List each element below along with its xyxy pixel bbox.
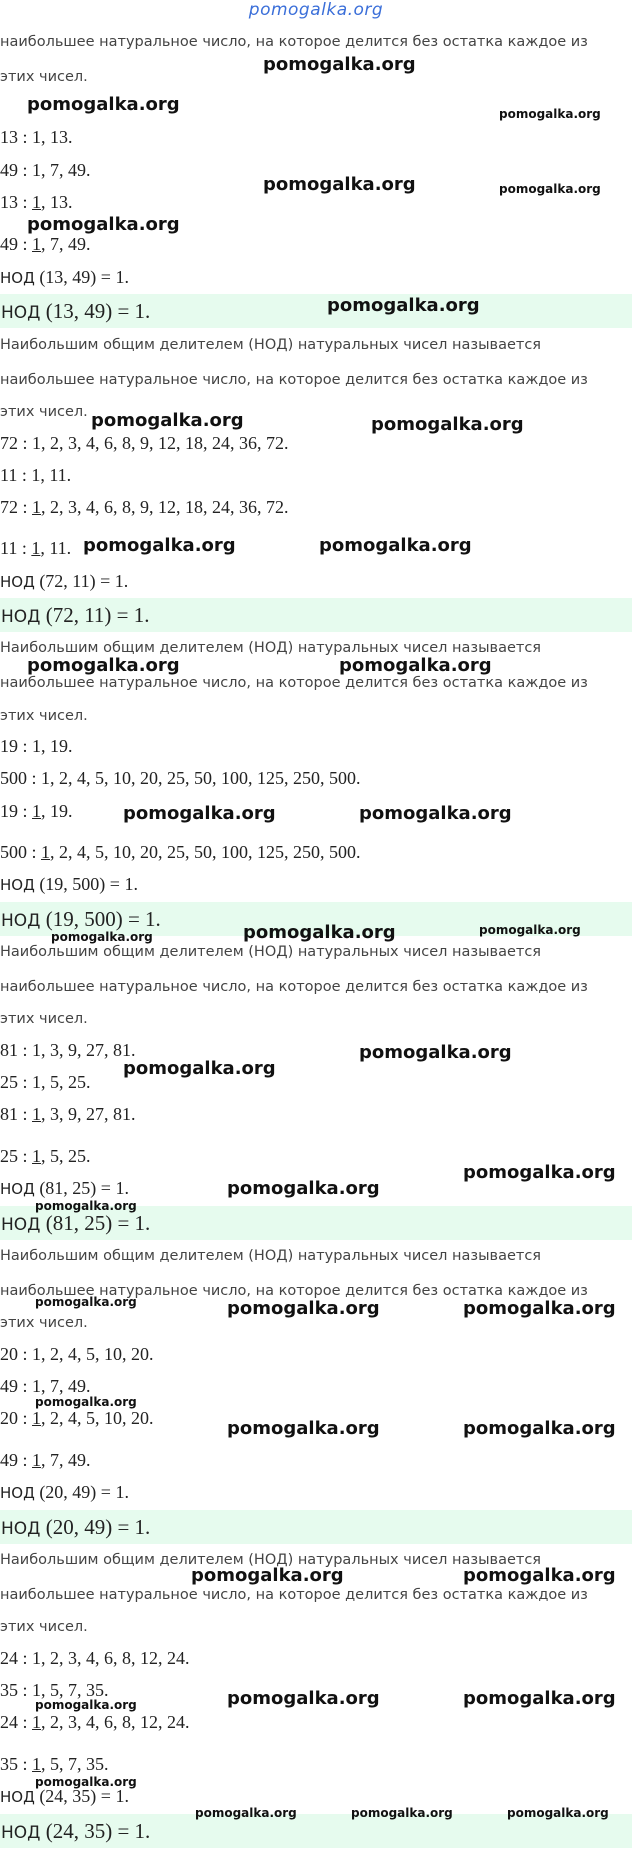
gcd-statement: НОД (81, 25) = 1.	[0, 1178, 129, 1198]
watermark: pomogalka.org	[243, 922, 396, 943]
divisors-line-3: 20 : 1, 2, 4, 5, 10, 20.	[0, 1408, 154, 1428]
gcd-answer-box: НОД (72, 11) = 1.	[0, 598, 632, 632]
common-divisor: 1	[32, 192, 42, 212]
watermark: pomogalka.org	[35, 1295, 137, 1309]
divisors-line-2: 25 : 1, 5, 25.	[0, 1072, 91, 1092]
definition-line-2: наибольшее натуральное число, на которое делится без остатка каждое из	[0, 34, 588, 50]
watermark: pomogalka.org	[35, 1199, 137, 1213]
definition-line-2: наибольшее натуральное число, на которое делится без остатка каждое из	[0, 979, 588, 995]
watermark: pomogalka.org	[83, 535, 236, 556]
watermark: pomogalka.org	[499, 182, 601, 196]
watermark: pomogalka.org	[195, 1806, 297, 1820]
watermark: pomogalka.org	[227, 1688, 380, 1709]
common-divisor: 1	[32, 1754, 42, 1774]
common-divisor: 1	[32, 1450, 42, 1470]
common-divisor: 1	[31, 538, 41, 558]
definition-line-1: Наибольшим общим делителем (НОД) натуральных чисел называется	[0, 337, 542, 353]
divisors-line-1: 20 : 1, 2, 4, 5, 10, 20.	[0, 1344, 154, 1364]
watermark: pomogalka.org	[359, 1042, 512, 1063]
divisors-line-4: 25 : 1, 5, 25.	[0, 1146, 91, 1166]
divisors-line-1: 81 : 1, 3, 9, 27, 81.	[0, 1040, 136, 1060]
divisors-line-2: 49 : 1, 7, 49.	[0, 160, 91, 180]
definition-line-3: этих чисел.	[0, 404, 88, 420]
divisors-line-3: 72 : 1, 2, 3, 4, 6, 8, 9, 12, 18, 24, 36, 72.	[0, 497, 289, 517]
watermark: pomogalka.org	[463, 1688, 616, 1709]
watermark: pomogalka.org	[499, 107, 601, 121]
common-divisor: 1	[32, 1146, 42, 1166]
gcd-answer-box: НОД (19, 500) = 1.	[0, 902, 632, 936]
watermark: pomogalka.org	[339, 655, 492, 676]
definition-line-1: Наибольшим общим делителем (НОД) натуральных чисел называется	[0, 944, 542, 960]
divisors-line-4: 11 : 1, 11.	[0, 538, 72, 558]
gcd-statement: НОД (20, 49) = 1.	[0, 1482, 129, 1502]
common-divisor: 1	[32, 497, 42, 517]
gcd-answer-box: НОД (24, 35) = 1.	[0, 1814, 632, 1848]
divisors-line-2: 11 : 1, 11.	[0, 465, 72, 485]
definition-line-2: наибольшее натуральное число, на которое делится без остатка каждое из	[0, 1283, 588, 1299]
watermark: pomogalka.org	[227, 1298, 380, 1319]
divisors-line-2: 500 : 1, 2, 4, 5, 10, 20, 25, 50, 100, 125, 250, 500.	[0, 768, 361, 788]
watermark: pomogalka.org	[463, 1565, 616, 1586]
gcd-statement: НОД (19, 500) = 1.	[0, 874, 138, 894]
watermark: pomogalka.org	[351, 1806, 453, 1820]
watermark: pomogalka.org	[27, 94, 180, 115]
common-divisor: 1	[32, 234, 42, 254]
watermark: pomogalka.org	[263, 174, 416, 195]
watermark: pomogalka.org	[27, 655, 180, 676]
divisors-line-3: 13 : 1, 13.	[0, 192, 73, 212]
watermark: pomogalka.org	[123, 803, 276, 824]
divisors-line-1: 72 : 1, 2, 3, 4, 6, 8, 9, 12, 18, 24, 36, 72.	[0, 433, 289, 453]
definition-line-3: этих чисел.	[0, 1619, 88, 1635]
divisors-line-4: 49 : 1, 7, 49.	[0, 1450, 91, 1470]
definition-line-1: Наибольшим общим делителем (НОД) натуральных чисел называется	[0, 1248, 542, 1264]
watermark: pomogalka.org	[191, 1565, 344, 1586]
watermark: pomogalka.org	[91, 410, 244, 431]
gcd-answer-box: НОД (13, 49) = 1.	[0, 294, 632, 328]
divisors-line-3: 24 : 1, 2, 3, 4, 6, 8, 12, 24.	[0, 1712, 190, 1732]
watermark: pomogalka.org	[463, 1162, 616, 1183]
gcd-answer-box: НОД (81, 25) = 1.	[0, 1206, 632, 1240]
watermark: pomogalka.org	[463, 1298, 616, 1319]
common-divisor: 1	[32, 1712, 42, 1732]
divisors-line-4: 35 : 1, 5, 7, 35.	[0, 1754, 109, 1774]
divisors-line-1: 19 : 1, 19.	[0, 736, 73, 756]
watermark: pomogalka.org	[371, 414, 524, 435]
common-divisor: 1	[41, 842, 51, 862]
watermark: pomogalka.org	[463, 1418, 616, 1439]
watermark: pomogalka.org	[51, 930, 153, 944]
watermark: pomogalka.org	[227, 1418, 380, 1439]
watermark: pomogalka.org	[507, 1806, 609, 1820]
definition-line-3: этих чисел.	[0, 1315, 88, 1331]
common-divisor: 1	[32, 1408, 42, 1428]
watermark: pomogalka.org	[35, 1698, 137, 1712]
divisors-line-3: 19 : 1, 19.	[0, 801, 73, 821]
watermark: pomogalka.org	[227, 1178, 380, 1199]
divisors-line-1: 24 : 1, 2, 3, 4, 6, 8, 12, 24.	[0, 1648, 190, 1668]
watermark: pomogalka.org	[479, 923, 581, 937]
gcd-statement: НОД (13, 49) = 1.	[0, 267, 129, 287]
divisors-line-3: 81 : 1, 3, 9, 27, 81.	[0, 1104, 136, 1124]
watermark: pomogalka.org	[35, 1775, 137, 1789]
watermark: pomogalka.org	[35, 1395, 137, 1409]
divisors-line-4: 49 : 1, 7, 49.	[0, 234, 91, 254]
divisors-line-2: 49 : 1, 7, 49.	[0, 1376, 91, 1396]
watermark: pomogalka.org	[27, 214, 180, 235]
definition-line-2: наибольшее натуральное число, на которое делится без остатка каждое из	[0, 372, 588, 388]
definition-line-3: этих чисел.	[0, 708, 88, 724]
watermark: pomogalka.org	[263, 54, 416, 75]
definition-line-2: наибольшее натуральное число, на которое делится без остатка каждое из	[0, 675, 588, 691]
common-divisor: 1	[32, 801, 42, 821]
definition-line-1: Наибольшим общим делителем (НОД) натуральных чисел называется	[0, 1552, 542, 1568]
definition-line-3: этих чисел.	[0, 1011, 88, 1027]
definition-line-2: наибольшее натуральное число, на которое делится без остатка каждое из	[0, 1587, 588, 1603]
divisors-line-2: 35 : 1, 5, 7, 35.	[0, 1680, 109, 1700]
watermark: pomogalka.org	[327, 295, 480, 316]
site-logo[interactable]: pomogalka.org	[248, 0, 384, 20]
watermark: pomogalka.org	[359, 803, 512, 824]
gcd-statement: НОД (72, 11) = 1.	[0, 571, 129, 591]
gcd-statement: НОД (24, 35) = 1.	[0, 1786, 129, 1806]
watermark: pomogalka.org	[319, 535, 472, 556]
definition-line-3: этих чисел.	[0, 69, 88, 85]
definition-line-1: Наибольшим общим делителем (НОД) натуральных чисел называется	[0, 640, 542, 656]
watermark: pomogalka.org	[123, 1058, 276, 1079]
divisors-line-4: 500 : 1, 2, 4, 5, 10, 20, 25, 50, 100, 125, 250, 500.	[0, 842, 361, 862]
divisors-line-1: 13 : 1, 13.	[0, 127, 73, 147]
common-divisor: 1	[32, 1104, 42, 1124]
gcd-answer-box: НОД (20, 49) = 1.	[0, 1510, 632, 1544]
